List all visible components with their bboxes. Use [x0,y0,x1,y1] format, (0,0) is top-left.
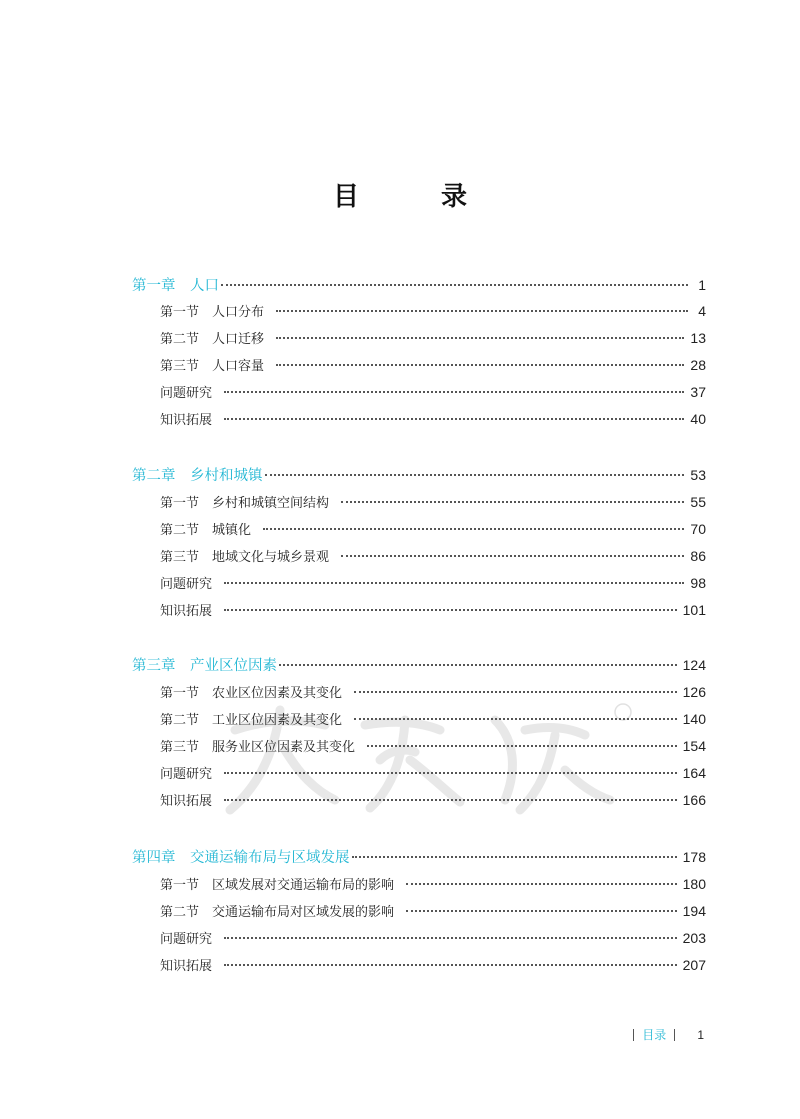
dot-leader [265,473,685,476]
chapter-title: 第四章 交通运输布局与区域发展 [132,850,350,866]
page-number: 98 [690,575,706,591]
section-title: 第三节 服务业区位因素及其变化 [160,740,356,755]
section-title: 第一节 乡村和城镇空间结构 [160,496,330,511]
dot-leader [367,744,677,747]
section-row[interactable] [160,681,706,703]
page-number: 126 [682,684,706,700]
dot-leader [224,417,684,420]
section-row[interactable] [160,572,706,594]
section-title: 问题研究 [160,386,213,401]
section-title: 第三节 人口容量 [160,359,265,374]
section-title: 第二节 工业区位因素及其变化 [160,713,343,728]
section-title: 知识拓展 [160,413,213,428]
footer-page-number: 1 [697,1027,704,1042]
section-row[interactable] [160,900,706,922]
section-title: 知识拓展 [160,794,213,809]
dot-leader [224,608,677,611]
page-number: 207 [682,957,706,973]
page-number: 194 [682,903,706,919]
section-title: 问题研究 [160,577,213,592]
page-number: 178 [682,849,706,865]
footer-section-label: 目录 [642,1028,667,1042]
dot-leader [221,283,688,286]
dot-leader [276,363,684,366]
page-number: 4 [698,303,706,319]
dot-leader [263,527,684,530]
page-number: 166 [682,792,706,808]
footer-divider [674,1029,675,1041]
section-row[interactable] [160,518,706,540]
dot-leader [354,690,677,693]
section-title: 第三节 地域文化与城乡景观 [160,550,330,565]
section-row[interactable] [160,762,706,784]
section-title: 第二节 人口迁移 [160,332,265,347]
section-row[interactable] [160,491,706,513]
page-number: 70 [690,521,706,537]
section-row[interactable] [160,708,706,730]
chapter-heading-row[interactable] [132,464,706,486]
dot-leader [341,554,684,557]
section-title: 问题研究 [160,932,213,947]
dot-leader [224,581,684,584]
section-title: 第二节 交通运输布局对区域发展的影响 [160,905,395,920]
chapter-heading-row[interactable] [132,846,706,868]
page-number: 164 [682,765,706,781]
page-number: 1 [698,277,706,293]
section-row[interactable] [160,789,706,811]
section-row[interactable] [160,381,706,403]
page-number: 13 [690,330,706,346]
section-row[interactable] [160,954,706,976]
section-title: 知识拓展 [160,959,213,974]
section-title: 问题研究 [160,767,213,782]
dot-leader [354,717,677,720]
page-footer [625,1026,704,1043]
section-title: 第一节 区域发展对交通运输布局的影响 [160,878,395,893]
dot-leader [406,882,677,885]
dot-leader [352,855,677,858]
dot-leader [224,963,677,966]
page-title: 目 录 [332,182,495,212]
dot-leader [224,390,684,393]
section-row[interactable] [160,327,706,349]
page-number: 124 [682,657,706,673]
page-number: 140 [682,711,706,727]
chapter-title: 第一章 人口 [132,278,219,294]
section-row[interactable] [160,927,706,949]
page-number: 203 [682,930,706,946]
section-title: 第二节 城镇化 [160,523,252,538]
dot-leader [406,909,677,912]
section-title: 第一节 人口分布 [160,305,265,320]
page-number: 154 [682,738,706,754]
dot-leader [276,309,688,312]
section-row[interactable] [160,599,706,621]
section-title: 知识拓展 [160,604,213,619]
section-row[interactable] [160,300,706,322]
page-number: 86 [690,548,706,564]
section-row[interactable] [160,545,706,567]
page-number: 180 [682,876,706,892]
section-row[interactable] [160,873,706,895]
chapter-title: 第三章 产业区位因素 [132,658,277,674]
dot-leader [276,336,684,339]
dot-leader [224,798,677,801]
page-number: 101 [682,602,706,618]
chapter-heading-row[interactable] [132,654,706,676]
dot-leader [224,936,677,939]
page-number: 28 [690,357,706,373]
section-row[interactable] [160,735,706,757]
dot-leader [224,771,677,774]
footer-divider [633,1029,634,1041]
section-title: 第一节 农业区位因素及其变化 [160,686,343,701]
chapter-title: 第二章 乡村和城镇 [132,468,263,484]
page-number: 53 [690,467,706,483]
dot-leader [341,500,684,503]
page-number: 55 [690,494,706,510]
chapter-heading-row[interactable] [132,274,706,296]
section-row[interactable] [160,354,706,376]
section-row[interactable] [160,408,706,430]
page-number: 40 [690,411,706,427]
dot-leader [279,663,677,666]
page-number: 37 [690,384,706,400]
